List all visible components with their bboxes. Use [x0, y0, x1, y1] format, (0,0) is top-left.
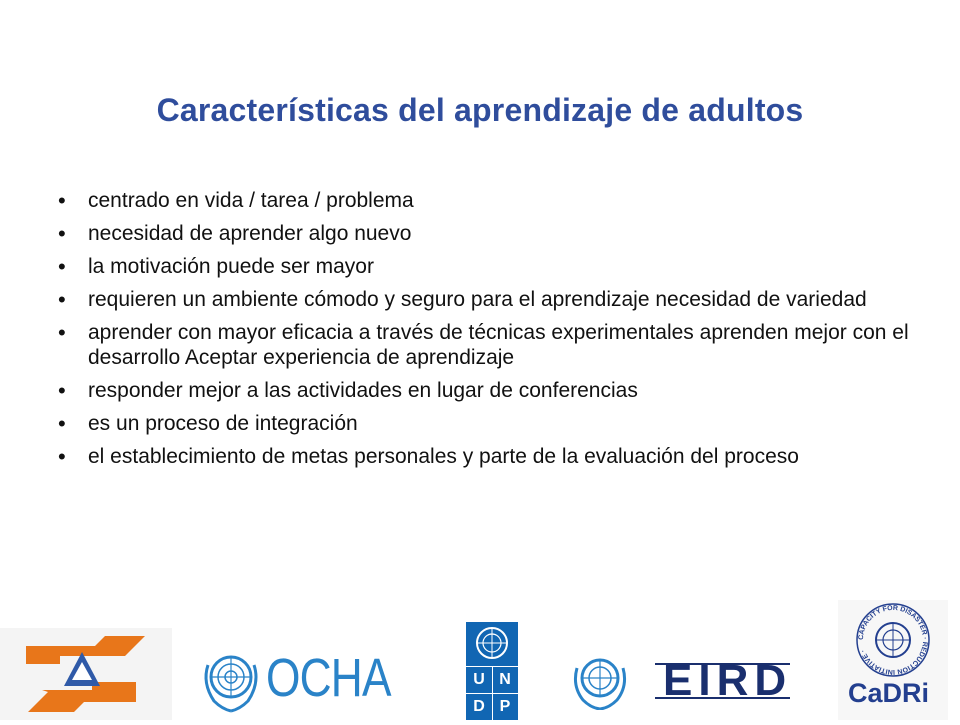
slide-title: Características del aprendizaje de adultos — [156, 92, 804, 128]
cadri-logo — [838, 600, 948, 720]
bullet-item: • el establecimiento de metas personales y parte de la evaluación del proceso — [58, 444, 918, 469]
undp-letter: P — [499, 698, 511, 715]
un-emblem-icon — [200, 645, 262, 715]
emblem-logo — [0, 628, 172, 720]
undp-letter: N — [499, 671, 511, 688]
eird-logo — [570, 650, 795, 710]
ocha-wordmark: OCHA — [266, 648, 391, 708]
un-emblem-icon — [570, 650, 630, 710]
bullet-item: • responder mejor a las actividades en lugar de conferencias — [58, 378, 918, 403]
cadri-wordmark: CaDRi — [848, 678, 930, 708]
bullet-item: • necesidad de aprender algo nuevo — [58, 221, 918, 246]
bullet-item: • es un proceso de integración — [58, 411, 918, 436]
emblem-logo-icon — [0, 628, 172, 720]
undp-letter: D — [473, 698, 485, 715]
ocha-logo — [200, 645, 420, 715]
bullet-item: • centrado en vida / tarea / problema — [58, 188, 918, 213]
bullet-item: • requieren un ambiente cómodo y seguro para el aprendizaje necesidad de variedad — [58, 287, 918, 312]
bullet-item: • aprender con mayor eficacia a través de técnicas experimentales aprenden mejor con el desarrollo Aceptar experiencia de aprendizaje — [58, 320, 918, 370]
undp-letter: U — [473, 671, 485, 688]
bullet-list — [58, 188, 918, 477]
cadri-seal-icon — [838, 600, 948, 678]
cadri-ring-text: CAPACITY FOR DISASTER · REDUCTION INITIATIVE · — [857, 604, 929, 676]
undp-logo — [466, 622, 518, 720]
logo-bar — [0, 600, 960, 720]
un-emblem-icon — [466, 622, 518, 664]
eird-wordmark: EIRD — [663, 656, 793, 705]
bullet-item: • la motivación puede ser mayor — [58, 254, 918, 279]
